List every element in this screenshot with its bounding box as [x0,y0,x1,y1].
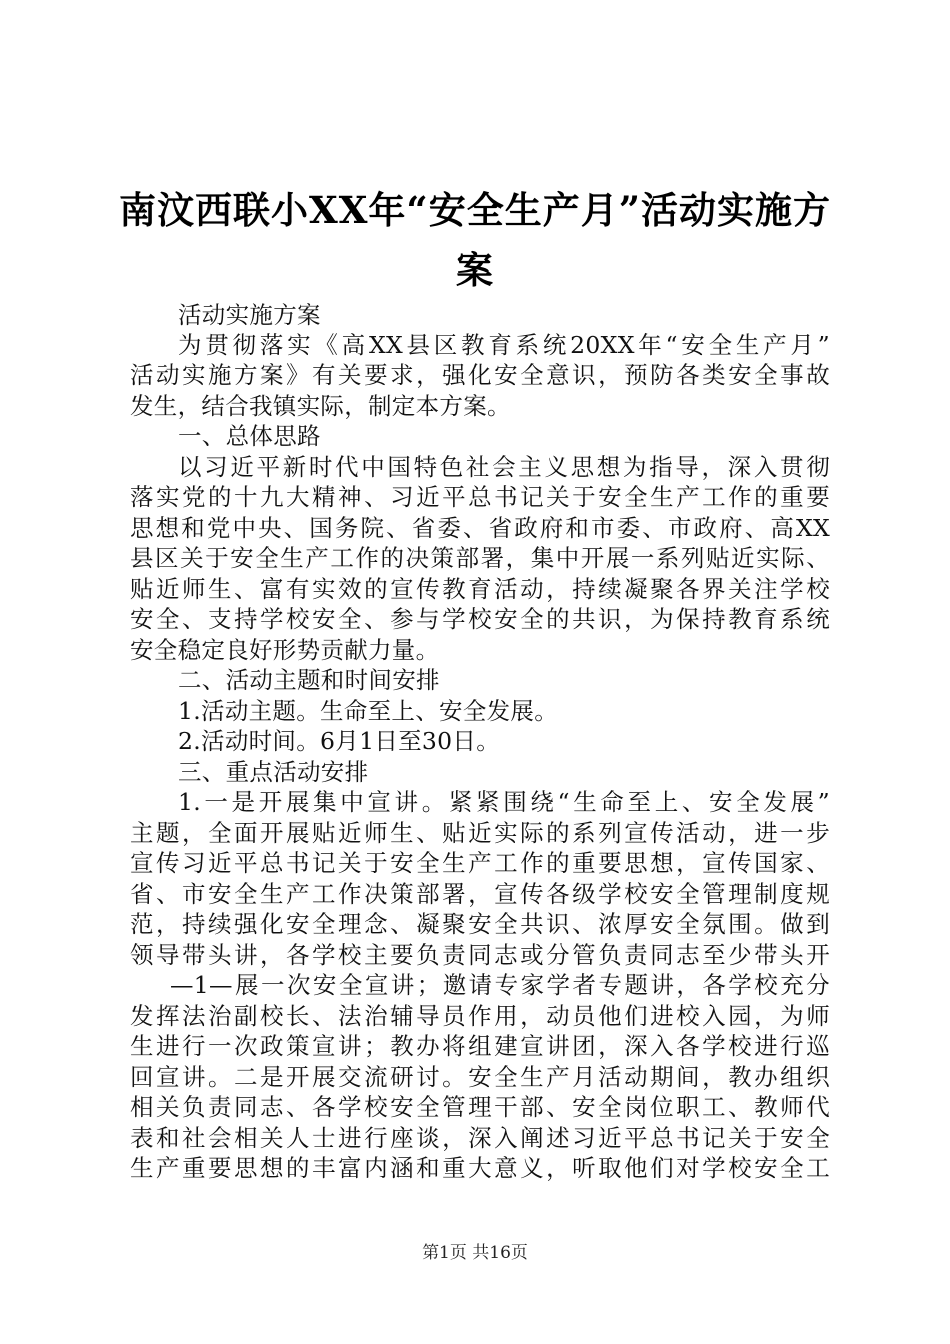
paragraph-line: 相关负责同志、各学校安全管理干部、安全岗位职工、教师代 [130,1093,830,1121]
section-heading: 二、活动主题和时间安排 [178,666,440,694]
paragraph-line: 宣传习近平总书记关于安全生产工作的重要思想，宣传国家、 [130,849,830,877]
section-heading: 一、总体思路 [178,422,321,450]
paragraph-line: 落实党的十九大精神、习近平总书记关于安全生产工作的重要 [130,483,830,511]
paragraph-line: 发挥法治副校长、法治辅导员作用，动员他们进校入园，为师 [130,1002,830,1030]
paragraph-line: 发生，结合我镇实际，制定本方案。 [130,392,511,420]
paragraph-line: 活动实施方案》有关要求，强化安全意识，预防各类安全事故 [130,361,830,389]
list-item: 1.活动主题。生命至上、安全发展。 [178,697,559,725]
paragraph-line: 以习近平新时代中国特色社会主义思想为指导，深入贯彻 [178,453,830,481]
document-title-line-2: 案 [456,248,494,292]
page-number-footer: 第1页 共16页 [422,1243,528,1263]
list-item: 2.活动时间。6月1日至30日。 [178,727,501,755]
paragraph-line: —1—展一次安全宣讲；邀请专家学者专题讲，各学校充分 [170,971,830,999]
document-title-line-1: 南汶西联小XX年“安全生产月”活动实施方 [119,188,831,232]
paragraph-line: 1.一是开展集中宣讲。紧紧围绕“生命至上、安全发展” [178,788,830,816]
paragraph-line: 领导带头讲，各学校主要负责同志或分管负责同志至少带头开 [130,941,830,969]
paragraph-line: 安全、支持学校安全、参与学校安全的共识，为保持教育系统 [130,605,830,633]
paragraph-line: 生进行一次政策宣讲；教办将组建宣讲团，深入各学校进行巡 [130,1032,830,1060]
section-heading: 活动实施方案 [178,301,321,329]
paragraph-line: 为贯彻落实《高XX县区教育系统20XX年“安全生产月” [178,331,830,359]
paragraph-line: 生产重要思想的丰富内涵和重大意义，听取他们对学校安全工 [130,1154,830,1182]
paragraph-line: 省、市安全生产工作决策部署，宣传各级学校安全管理制度规 [130,880,830,908]
paragraph-line: 范，持续强化安全理念、凝聚安全共识、浓厚安全氛围。做到 [130,910,830,938]
paragraph-line: 安全稳定良好形势贡献力量。 [130,636,440,664]
paragraph-line: 表和社会相关人士进行座谈，深入阐述习近平总书记关于安全 [130,1124,830,1152]
paragraph-line: 主题，全面开展贴近师生、贴近实际的系列宣传活动，进一步 [130,819,830,847]
paragraph-line: 县区关于安全生产工作的决策部署，集中开展一系列贴近实际、 [130,544,830,572]
section-heading: 三、重点活动安排 [178,758,369,786]
paragraph-line: 回宣讲。二是开展交流研讨。安全生产月活动期间，教办组织 [130,1063,830,1091]
paragraph-line: 贴近师生、富有实效的宣传教育活动，持续凝聚各界关注学校 [130,575,830,603]
paragraph-line: 思想和党中央、国务院、省委、省政府和市委、市政府、高XX [130,514,830,542]
